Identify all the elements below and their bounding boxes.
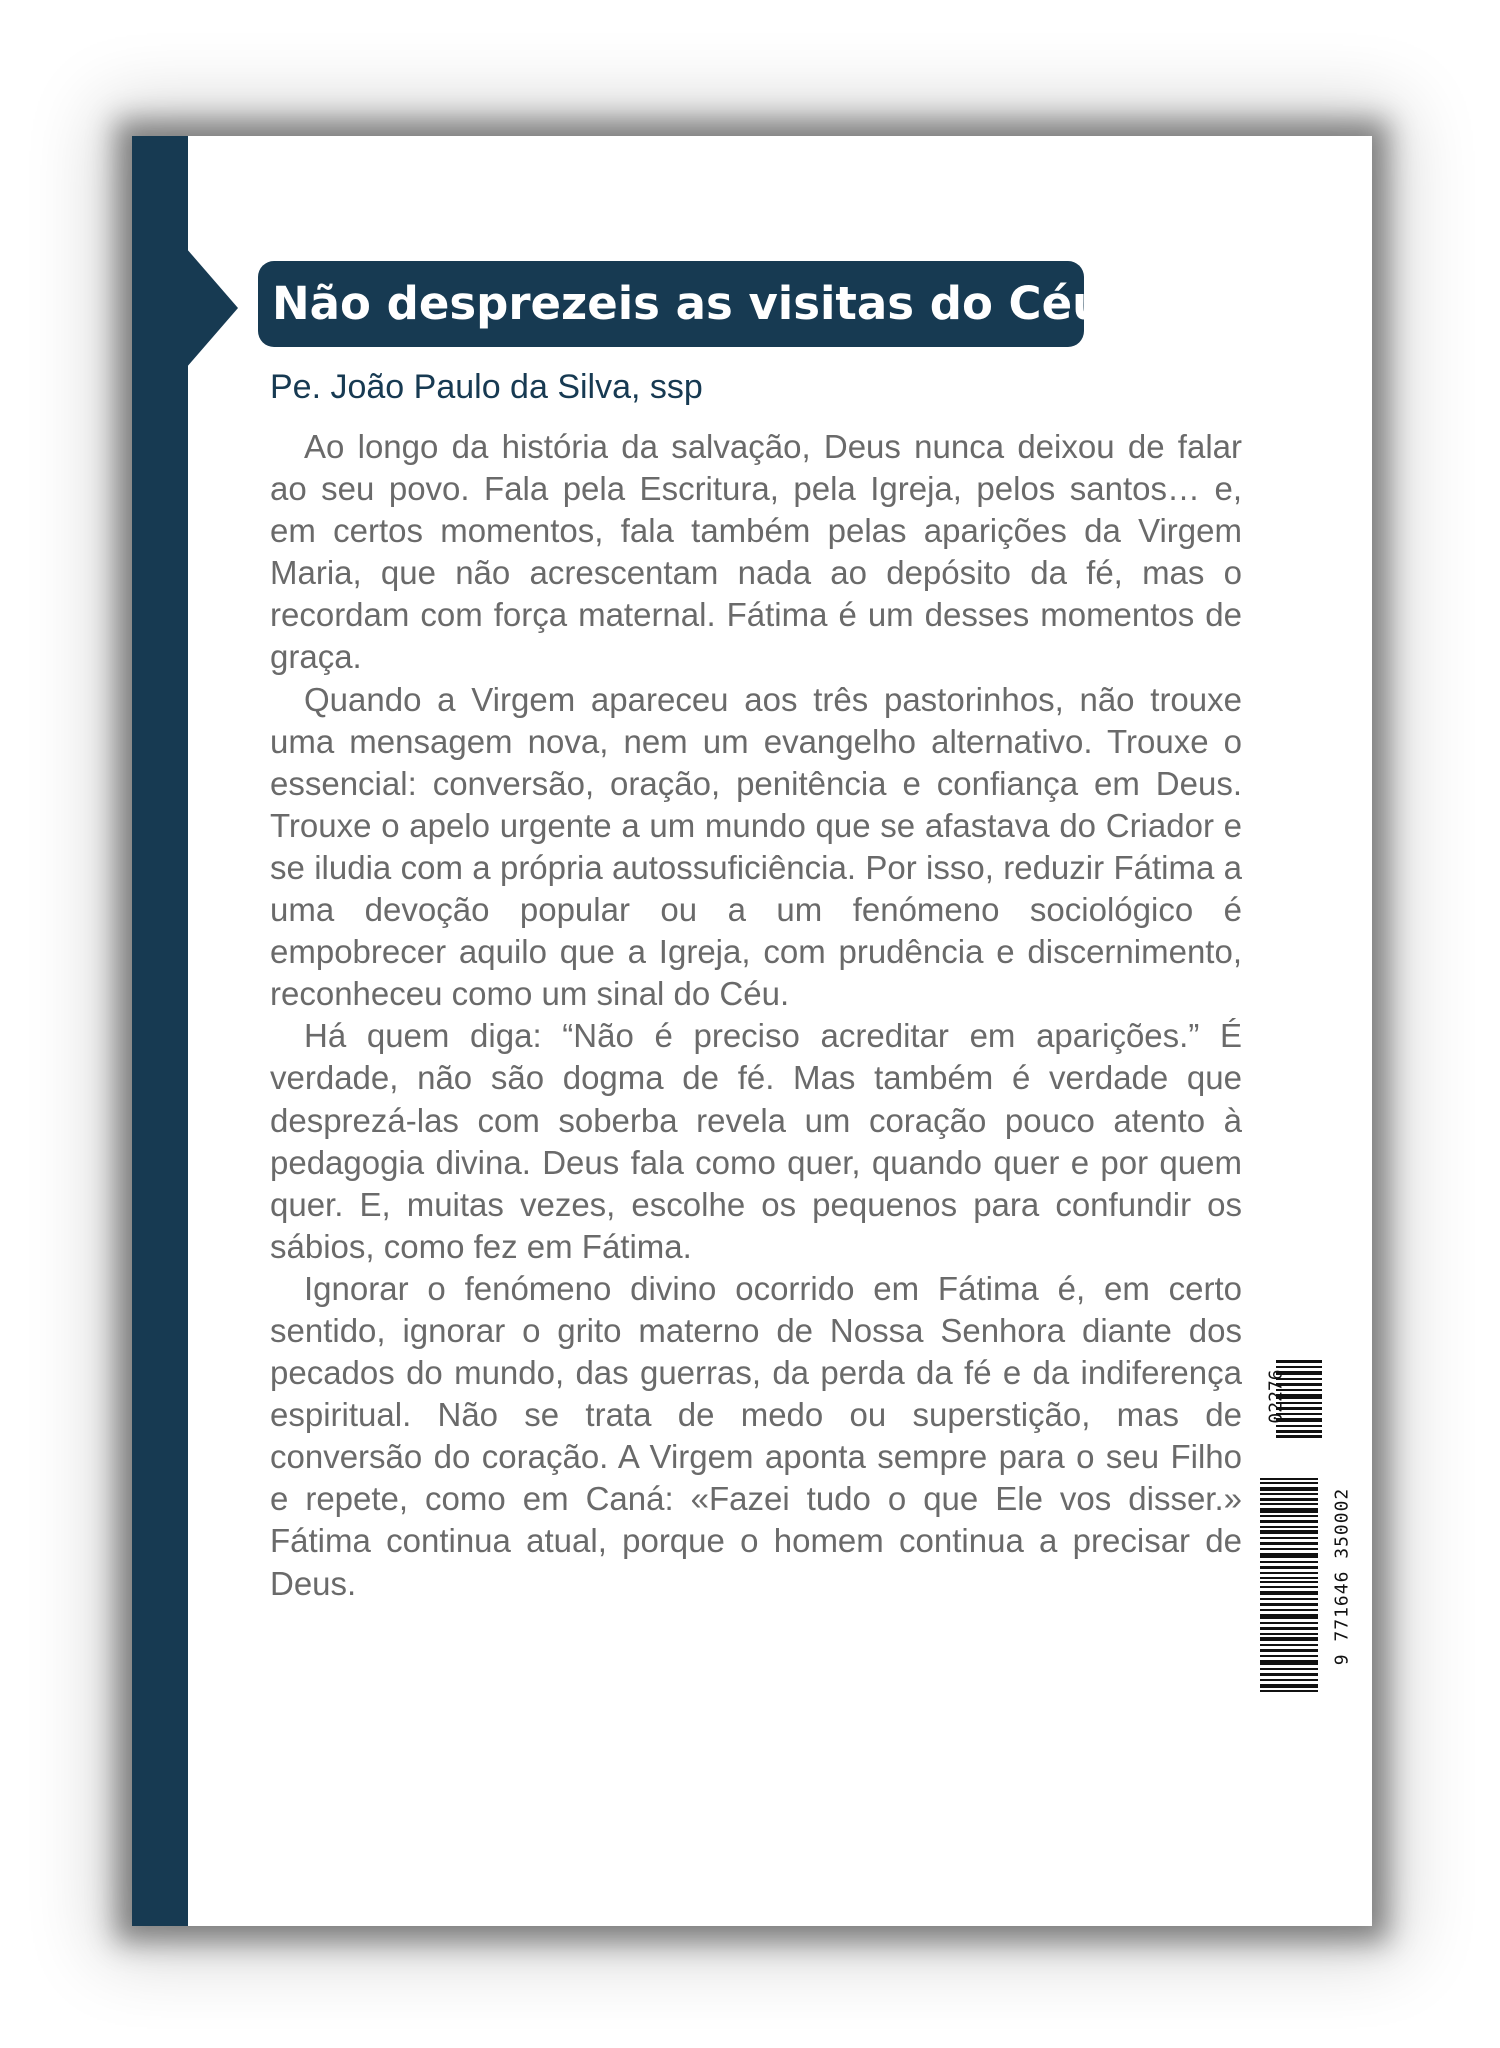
title-banner — [258, 261, 1105, 347]
synopsis-paragraph: Ignorar o fenómeno divino ocorrido em Fátima é, em certo sentido, ignorar o grito materno de Nossa Senhora diante dos pecados do mundo, das guerras, da perda da fé e da indiferença espiritual. Não se trata de medo ou superstição, mas de conversão do coração. A Virgem aponta sempre para o seu Filho e repete, como em Caná: «Fazei tudo o que Ele vos disser.» Fátima continua atual, porque o homem continua a precisar de Deus. — [270, 1269, 1242, 1602]
spine-arrow-notch — [186, 248, 238, 368]
synopsis-paragraph: Quando a Virgem apareceu aos três pastorinhos, não trouxe uma mensagem nova, nem um evangelho alternativo. Trouxe o essencial: conversão, oração, penitência e confiança em Deus. Trouxe o apelo urgente a um mundo que se afastava do Criador e se iludia com a própria autossuficiência. Por isso, reduzir Fátima a uma devoção popular ou a um fenómeno sociológico é empobrecer aquilo que a Igreja, com prudência e discernimento, reconheceu como um sinal do Céu. — [270, 680, 1242, 1013]
author-name: Pe. João Paulo da Silva, ssp — [270, 368, 703, 406]
book-title: Não desprezeis as visitas do Céu — [272, 277, 1105, 330]
book-back-cover — [132, 136, 1372, 1926]
synopsis-text — [270, 426, 1242, 1605]
cover-spine — [132, 136, 188, 1926]
synopsis-paragraph: Ao longo da história da salvação, Deus nunca deixou de falar ao seu povo. Fala pela Escritura, pela Igreja, pelos santos… e, em certos momentos, fala também pelas aparições da Virgem Maria, que não acrescentam nada ao depósito da fé, mas o recordam com força maternal. Fátima é um desses momentos de graça. — [270, 428, 1242, 676]
barcode-supplement-number: 02276 — [1265, 1369, 1287, 1424]
barcode-main-number: 9 771646 350002 — [1331, 1487, 1353, 1666]
synopsis-paragraph: Há quem diga: “Não é preciso acreditar em aparições.” É verdade, não são dogma de fé. Mas também é verdade que desprezá-las com soberba revela um coração pouco atento à pedagogia divina. Deus fala como quer, quando quer e por quem quer. E, muitas vezes, escolhe os pequenos para confundir os sábios, como fez em Fátima. — [270, 1017, 1242, 1265]
barcode-main-bars — [1260, 1478, 1318, 1694]
